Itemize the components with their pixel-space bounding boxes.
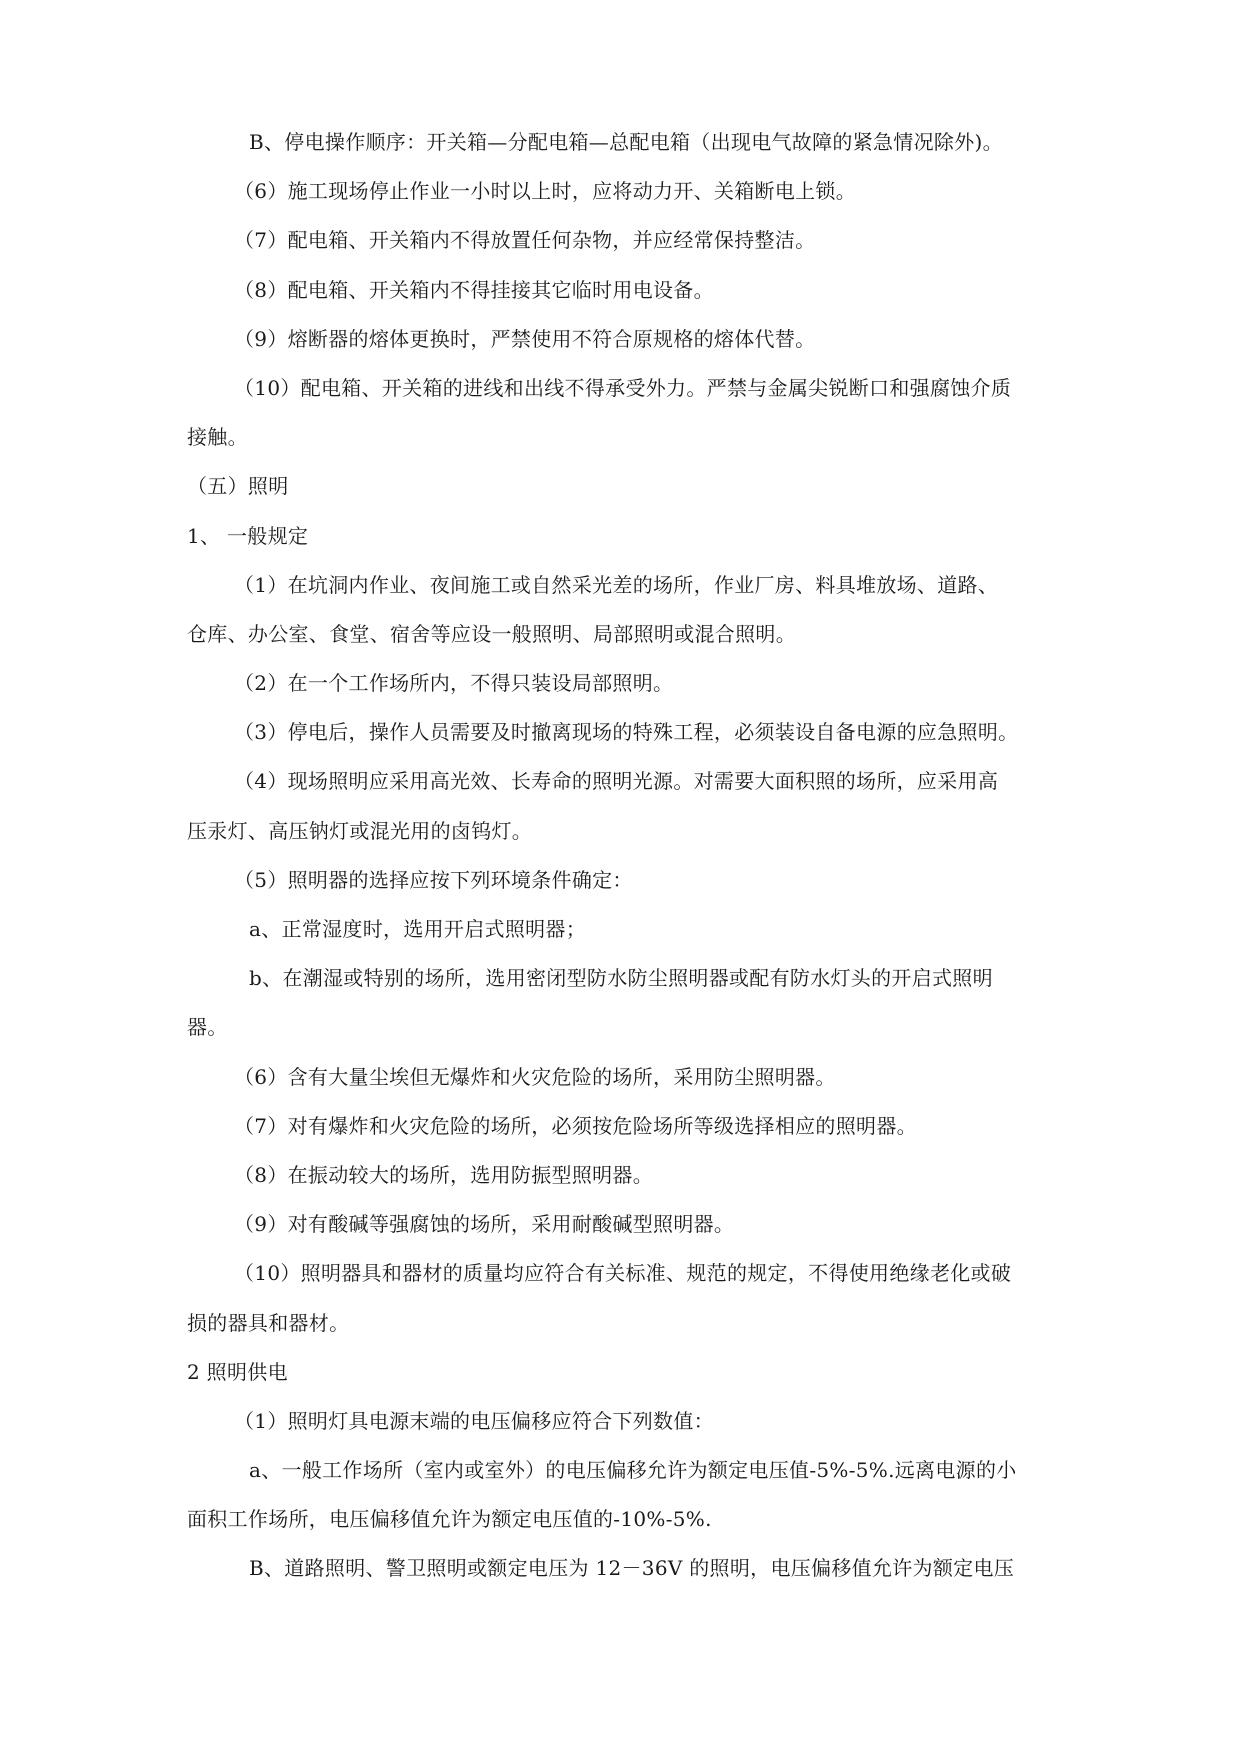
paragraph-lighting-10-line-2: 损的器具和器材。 (187, 1310, 350, 1335)
paragraph-lighting-1-line-1: （1）在坑洞内作业、夜间施工或自然采光差的场所，作业厂房、料具堆放场、道路、 (234, 572, 999, 597)
paragraph-item-9: （9）熔断器的熔体更换时，严禁使用不符合原规格的熔体代替。 (234, 326, 816, 351)
paragraph-lighting-4-line-1: （4）现场照明应采用高光效、长寿命的照明光源。对需要大面积照的场所，应采用高 (234, 769, 999, 794)
paragraph-lighting-9: （9）对有酸碱等强腐蚀的场所，采用耐酸碱型照明器。 (234, 1212, 735, 1237)
paragraph-lighting-3: （3）停电后，操作人员需要及时撤离现场的特殊工程，必须装设自备电源的应急照明。 (234, 720, 1019, 745)
paragraph-item-7: （7）配电箱、开关箱内不得放置任何杂物，并应经常保持整洁。 (234, 228, 816, 253)
paragraph-lighting-4-line-2: 压汞灯、高压钠灯或混光用的卤钨灯。 (187, 818, 533, 843)
paragraph-lighting-7: （7）对有爆炸和火灾危险的场所，必须按危险场所等级选择相应的照明器。 (234, 1113, 917, 1138)
subsection-heading-lighting-power: 2 照明供电 (187, 1359, 288, 1384)
subsection-heading-general-rules: 1、 一般规定 (187, 523, 309, 548)
paragraph-lighting-6: （6）含有大量尘埃但无爆炸和火灾危险的场所，采用防尘照明器。 (234, 1064, 836, 1089)
paragraph-lighting-10-line-1: （10）照明器具和器材的质量均应符合有关标准、规范的规定，不得使用绝缘老化或破 (234, 1261, 1012, 1286)
paragraph-lighting-5: （5）照明器的选择应按下列环境条件确定： (234, 867, 633, 892)
paragraph-power-1a-line-2: 面积工作场所，电压偏移值允许为额定电压值的-10%-5%. (187, 1507, 712, 1532)
paragraph-power-off-sequence: B、停电操作顺序：开关箱—分配电箱—总配电箱（出现电气故障的紧急情况除外)。 (249, 130, 1003, 154)
paragraph-lighting-5a: a、正常湿度时，选用开启式照明器； (249, 917, 587, 941)
paragraph-lighting-1-line-2: 仓库、办公室、食堂、宿舍等应设一般照明、局部照明或混合照明。 (187, 621, 796, 646)
paragraph-item-10-line-2: 接触。 (187, 425, 248, 450)
section-heading-lighting: （五）照明 (187, 474, 289, 499)
paragraph-item-6: （6）施工现场停止作业一小时以上时，应将动力开、关箱断电上锁。 (234, 179, 857, 204)
paragraph-lighting-8: （8）在振动较大的场所，选用防振型照明器。 (234, 1162, 654, 1187)
document-body (187, 118, 1057, 1594)
paragraph-lighting-5b-line-2: 器。 (187, 1015, 228, 1040)
paragraph-lighting-2: （2）在一个工作场所内，不得只装设局部照明。 (234, 671, 674, 696)
paragraph-power-1b-line-1: B、道路照明、警卫照明或额定电压为 12－36V 的照明，电压偏移值允许为额定电压 (249, 1556, 1015, 1581)
paragraph-item-10-line-1: （10）配电箱、开关箱的进线和出线不得承受外力。严禁与金属尖锐断口和强腐蚀介质 (234, 375, 1012, 400)
paragraph-lighting-5b-line-1: b、在潮湿或特别的场所，选用密闭型防水防尘照明器或配有防水灯头的开启式照明 (249, 966, 993, 991)
paragraph-power-1a-line-1: a、一般工作场所（室内或室外）的电压偏移允许为额定电压值-5%-5%.远离电源的小 (249, 1458, 1017, 1483)
paragraph-item-8: （8）配电箱、开关箱内不得挂接其它临时用电设备。 (234, 277, 714, 302)
paragraph-power-1: （1）照明灯具电源末端的电压偏移应符合下列数值： (234, 1408, 714, 1433)
